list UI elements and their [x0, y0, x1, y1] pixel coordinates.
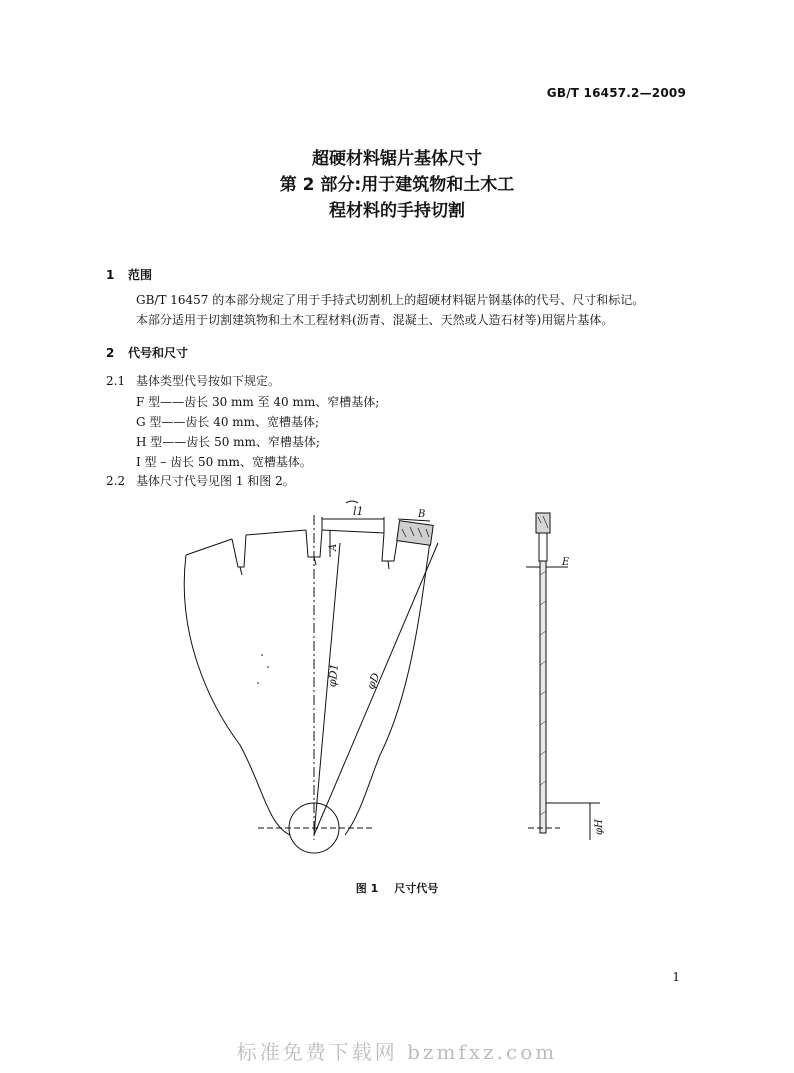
- type-item-h: H 型——齿长 50 mm、窄槽基体;: [136, 435, 320, 449]
- clause-2-1: [106, 372, 280, 389]
- label-a: A: [328, 543, 339, 551]
- clause-2-1-number: 2.1: [106, 374, 126, 388]
- label-h: φH: [594, 819, 605, 835]
- section-2-number: 2: [106, 346, 115, 360]
- blade-outline: [184, 530, 430, 835]
- blade-side-view: [526, 513, 605, 840]
- section-1-paragraph-1: GB/T 16457 的本部分规定了用于手持式切割机上的超硬材料锯片钢基体的代号、尺寸和标记。: [136, 293, 645, 307]
- title-line-2: 第 2 部分:用于建筑物和土木工: [279, 175, 515, 195]
- title-line-3: 程材料的手持切割: [329, 201, 465, 221]
- title-line-1: 超硬材料锯片基体尺寸: [312, 149, 482, 169]
- section-1-heading: [106, 266, 152, 283]
- watermark: 标准免费下载网 bzmfxz.com: [236, 1040, 558, 1064]
- label-l1: l1: [353, 505, 364, 518]
- section-2-heading: [106, 344, 188, 361]
- type-item-f: F 型——齿长 30 mm 至 40 mm、窄槽基体;: [136, 395, 380, 409]
- type-list: [136, 392, 379, 472]
- section-1-paragraph-2: 本部分适用于切割建筑物和土木工程材料(沥青、混凝土、天然或人造石材等)用锯片基体。: [136, 313, 614, 327]
- type-item-g: G 型——齿长 40 mm、宽槽基体;: [136, 415, 320, 429]
- clause-2-1-text: 基体类型代号按如下规定。: [136, 374, 281, 388]
- clause-2-2-number: 2.2: [106, 474, 126, 488]
- figure-caption-text: 尺寸代号: [394, 882, 439, 895]
- figure-caption: [0, 880, 794, 896]
- figure-1-drawing: [0, 495, 794, 895]
- label-d1: φD1: [325, 662, 342, 688]
- clause-2-2-text: 基体尺寸代号见图 1 和图 2。: [136, 474, 295, 488]
- section-2-title: 代号和尺寸: [128, 346, 189, 360]
- label-b: B: [418, 509, 426, 520]
- standard-number: GB/T 16457.2—2009: [546, 86, 686, 100]
- section-1-title: 范围: [128, 268, 153, 282]
- page-number: 1: [672, 970, 680, 984]
- section-1-number: 1: [106, 268, 115, 282]
- label-e: E: [562, 557, 570, 568]
- type-item-i: I 型 – 齿长 50 mm、宽槽基体。: [136, 455, 312, 469]
- figure-caption-number: 图 1: [355, 882, 379, 895]
- document-title: [0, 146, 794, 224]
- label-d: φD: [364, 670, 383, 692]
- clause-2-2: [106, 472, 295, 489]
